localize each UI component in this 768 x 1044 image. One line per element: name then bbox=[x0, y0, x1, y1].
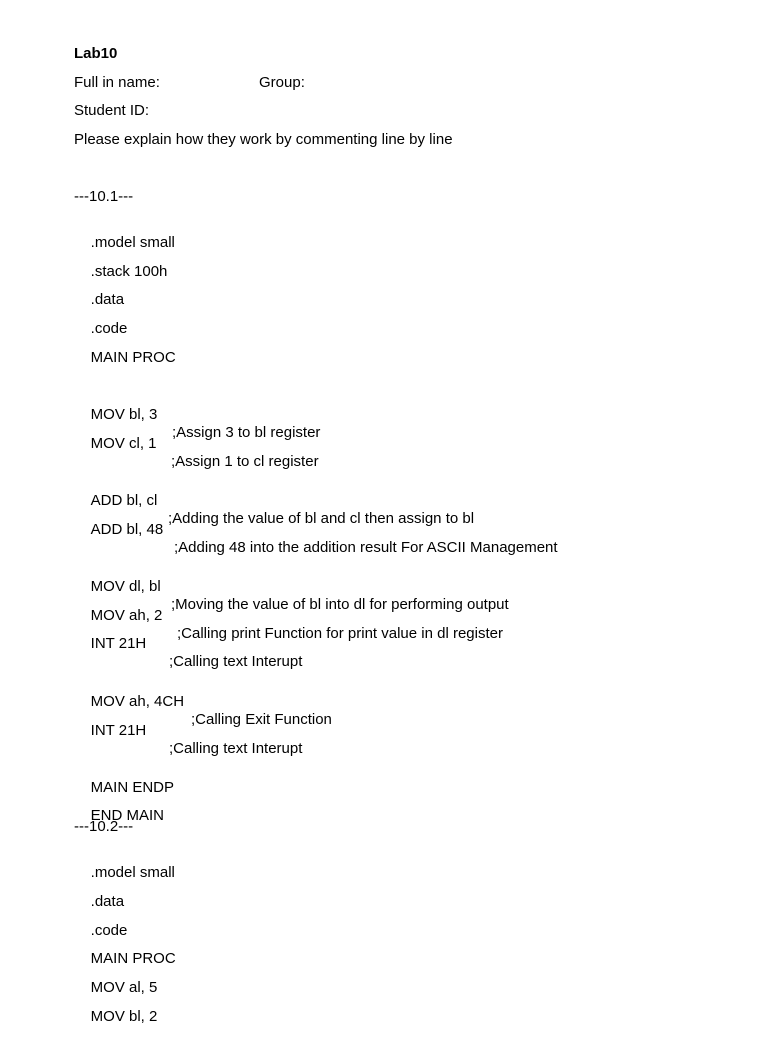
code-comment: ;Adding 48 into the addition result For ASCII Management bbox=[174, 539, 558, 556]
code-text: MOV bl, 3 bbox=[90, 406, 158, 423]
code-text: MOV ah, 2 bbox=[90, 607, 163, 624]
code-text: .model small bbox=[90, 234, 175, 251]
code-text: INT 21H bbox=[90, 722, 147, 739]
code-text: .code bbox=[90, 922, 128, 939]
code-text: MOV dl, bl bbox=[90, 578, 161, 595]
code-comment: ;Adding the value of bl and cl then assign to bl bbox=[168, 510, 475, 527]
code-comment: ;Calling text Interupt bbox=[169, 653, 303, 670]
student-id-label: Student ID: bbox=[74, 102, 150, 119]
code-text: END MAIN bbox=[90, 807, 165, 824]
code-line bbox=[74, 331, 176, 385]
code-text: ADD bl, cl bbox=[90, 492, 158, 509]
code-text: MOV cl, 1 bbox=[90, 435, 157, 452]
code-text: MAIN PROC bbox=[90, 950, 176, 967]
lab-title: Lab10 bbox=[74, 45, 118, 62]
code-comment: ;Assign 1 to cl register bbox=[171, 453, 319, 470]
code-text: .model small bbox=[90, 864, 175, 881]
section-heading-10-1: ---10.1--- bbox=[74, 188, 134, 205]
section-heading-10-2: ---10.2--- bbox=[74, 818, 134, 835]
group-label: Group: bbox=[259, 74, 305, 91]
instructions: Please explain how they work by commenting line by line bbox=[74, 131, 453, 148]
code-text: MOV al, 5 bbox=[90, 979, 158, 996]
code-text: .code bbox=[90, 320, 128, 337]
code-comment: ;Moving the value of bl into dl for performing output bbox=[171, 596, 509, 613]
code-text: ADD bl, 48 bbox=[90, 521, 164, 538]
code-text: MAIN ENDP bbox=[90, 779, 175, 796]
code-text: .data bbox=[90, 291, 125, 308]
code-comment: ;Assign 3 to bl register bbox=[172, 424, 321, 441]
code-text: MOV bl, 2 bbox=[90, 1008, 158, 1025]
code-comment: ;Calling text Interupt bbox=[169, 740, 303, 757]
code-line bbox=[74, 990, 157, 1044]
code-text: INT 21H bbox=[90, 635, 147, 652]
code-text: MAIN PROC bbox=[90, 349, 176, 366]
code-comment: ;Calling print Function for print value in dl register bbox=[177, 625, 503, 642]
code-text: .data bbox=[90, 893, 125, 910]
name-label: Full in name: bbox=[74, 74, 160, 91]
code-comment: ;Calling Exit Function bbox=[191, 711, 332, 728]
code-text: .stack 100h bbox=[90, 263, 168, 280]
code-text: MOV ah, 4CH bbox=[90, 693, 185, 710]
